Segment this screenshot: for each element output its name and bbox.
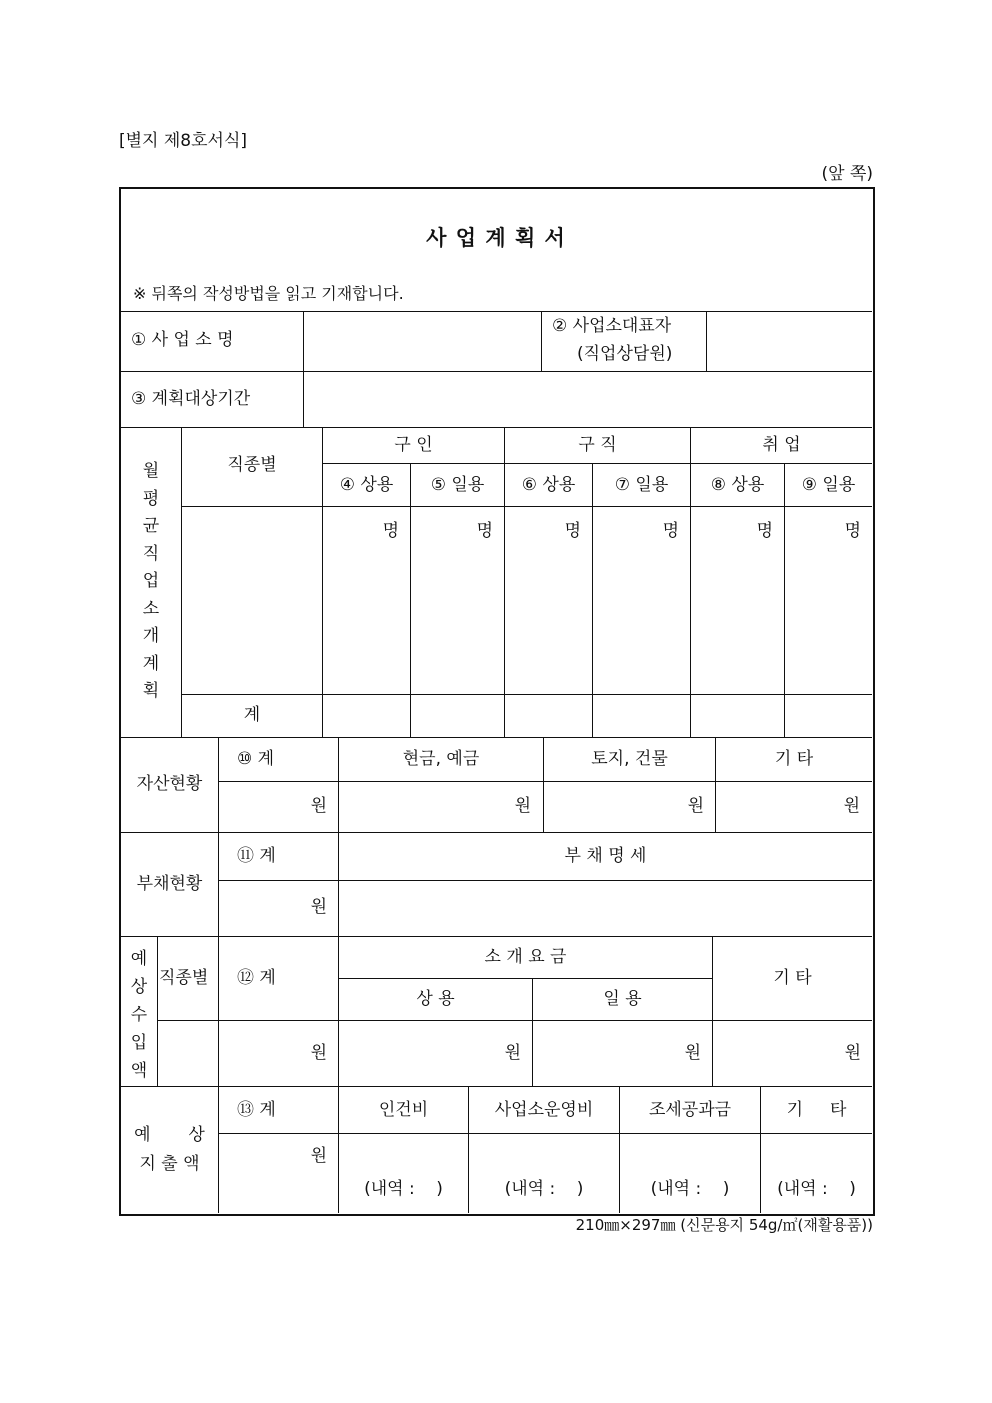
- line: [218, 936, 219, 1086]
- regular-label: 상 용: [416, 989, 455, 1009]
- income-category-label: 직종별: [159, 968, 209, 988]
- subhead-4: ④ 상용: [339, 475, 394, 495]
- line: [504, 427, 505, 737]
- unit-won: 원: [514, 796, 531, 816]
- expected-income-side-label: 예상수입액: [130, 949, 148, 1081]
- line: [784, 463, 785, 737]
- line: [218, 781, 872, 782]
- unit-won: 원: [684, 1043, 701, 1063]
- line: [410, 463, 411, 737]
- unit-won: 원: [504, 1043, 521, 1063]
- expense-detail: (내역 : ): [504, 1179, 584, 1199]
- line: [303, 311, 304, 427]
- unit-won: 원: [844, 1043, 861, 1063]
- plan-period-field[interactable]: [305, 373, 870, 426]
- expense-detail: (내역 : ): [777, 1179, 856, 1199]
- subhead-5: ⑤ 일용: [430, 475, 485, 495]
- group-employment: 취 업: [762, 435, 801, 455]
- monthly-plan-side-label: 월평균직업소개계획: [142, 461, 160, 701]
- subhead-8: ⑧ 상용: [710, 475, 765, 495]
- line: [121, 427, 872, 428]
- unit-won: 원: [310, 897, 327, 917]
- line: [690, 427, 691, 737]
- line: [338, 978, 712, 979]
- fee-label: 소 개 요 금: [484, 947, 567, 967]
- representative-field[interactable]: [708, 313, 870, 370]
- expense-other-label: 기 타: [786, 1100, 847, 1120]
- unit-people: 명: [382, 521, 399, 541]
- line: [157, 936, 158, 1086]
- office-name-field[interactable]: [305, 313, 540, 370]
- expense-total-label: ⑬ 계: [237, 1100, 276, 1120]
- liabilities-detail-field[interactable]: [340, 882, 871, 935]
- unit-won: 원: [843, 796, 860, 816]
- form-number-label: [별지 제8호서식]: [119, 131, 248, 151]
- unit-won: 원: [310, 1146, 327, 1166]
- plan-total-label: 계: [243, 705, 261, 725]
- liabilities-total-label: ⑪ 계: [237, 846, 276, 866]
- group-job-offers: 구 인: [394, 435, 433, 455]
- line: [121, 737, 872, 738]
- unit-won: 원: [310, 796, 327, 816]
- line: [712, 936, 713, 1086]
- expense-operation-label: 사업소운영비: [494, 1100, 594, 1120]
- group-job-seekers: 구 직: [578, 435, 617, 455]
- line: [706, 311, 707, 371]
- notice-text: ※ 뒤쪽의 작성방법을 읽고 기재합니다.: [133, 284, 404, 303]
- income-total-label: ⑫ 계: [237, 968, 276, 988]
- assets-total-label: ⑩ 계: [237, 749, 275, 769]
- line: [121, 371, 872, 372]
- unit-people: 명: [756, 521, 773, 541]
- subhead-6: ⑥ 상용: [521, 475, 576, 495]
- representative-sublabel: (직업상담원): [577, 344, 673, 364]
- assets-other-label: 기 타: [774, 749, 814, 769]
- paper-spec-footer: 210㎜×297㎜ (신문용지 54g/㎡(재활용품)): [575, 1216, 873, 1234]
- unit-people: 명: [844, 521, 861, 541]
- unit-won: 원: [687, 796, 704, 816]
- page-side-label: (앞 쪽): [821, 164, 873, 184]
- subhead-9: ⑨ 일용: [801, 475, 856, 495]
- expense-detail: (내역 : ): [364, 1179, 443, 1199]
- line: [181, 506, 872, 507]
- expense-tax-label: 조세공과금: [648, 1100, 732, 1120]
- plan-category-label: 직종별: [227, 455, 277, 475]
- office-name-label: ① 사 업 소 명: [131, 330, 234, 350]
- liabilities-label: 부채현황: [136, 874, 203, 894]
- unit-won: 원: [310, 1043, 327, 1063]
- line: [322, 463, 872, 464]
- assets-cash-label: 현금, 예금: [402, 749, 480, 769]
- representative-label: ② 사업소대표자: [552, 316, 672, 336]
- assets-label: 자산현황: [136, 774, 203, 794]
- expected-expense-label-2: 지 출 액: [139, 1154, 200, 1174]
- expense-detail: (내역 : ): [650, 1179, 730, 1199]
- line: [541, 311, 542, 371]
- line: [157, 1020, 872, 1021]
- line: [218, 1133, 872, 1134]
- line: [121, 936, 872, 937]
- daily-label: 일 용: [603, 989, 642, 1009]
- line: [218, 880, 872, 881]
- assets-land-label: 토지, 건물: [591, 749, 668, 769]
- subhead-7: ⑦ 일용: [614, 475, 669, 495]
- expense-labor-label: 인건비: [378, 1100, 429, 1120]
- line: [121, 832, 872, 833]
- income-other-label: 기 타: [773, 968, 812, 988]
- expected-expense-label-1: 예 상: [134, 1125, 205, 1145]
- form-title: 사 업 계 획 서: [426, 226, 566, 250]
- unit-people: 명: [662, 521, 679, 541]
- line: [181, 694, 872, 695]
- line: [322, 427, 323, 737]
- unit-people: 명: [564, 521, 581, 541]
- liabilities-detail-label: 부 채 명 세: [564, 846, 647, 866]
- plan-period-label: ③ 계획대상기간: [131, 389, 251, 409]
- unit-people: 명: [476, 521, 493, 541]
- line: [121, 311, 872, 312]
- line: [592, 463, 593, 737]
